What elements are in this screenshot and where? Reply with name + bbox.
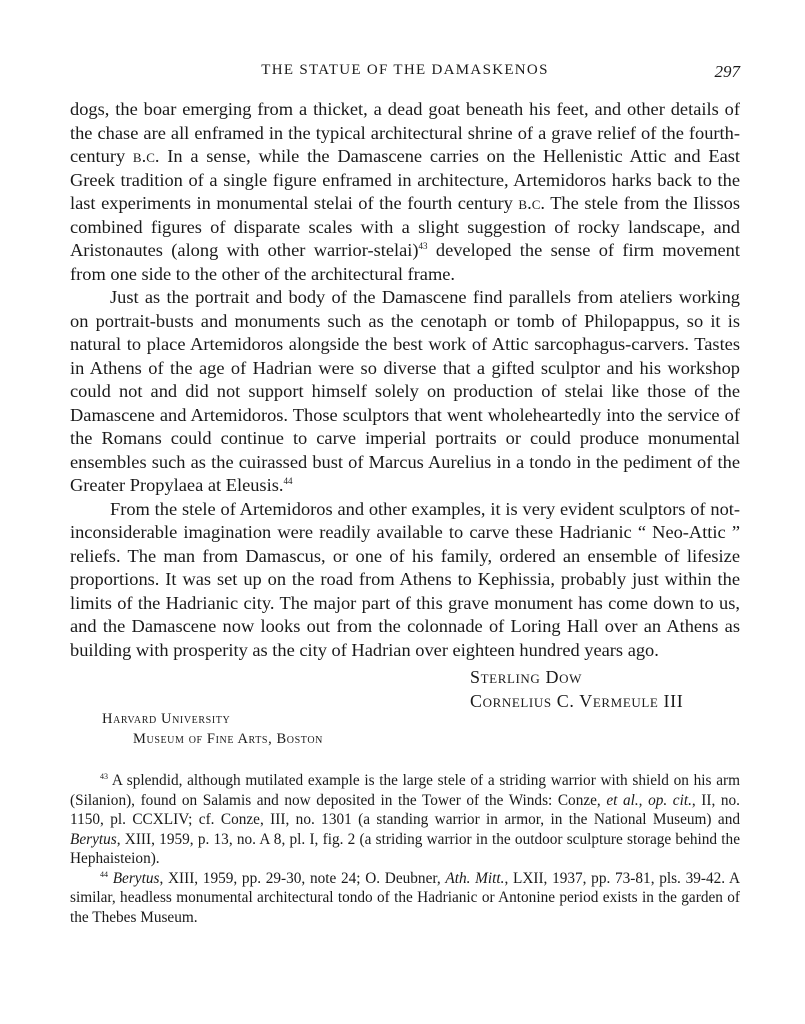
paragraph-2-text: Just as the portrait and body of the Damascene find parallels from ateliers working on portrait-busts and monuments such as the cenotaph or tomb of Philopappus, so it is natural to place Artemidoros alongside the best work of Attic sarcophagus-carvers. Tastes in Athens of the age of Hadrian were so diverse that a gifted sculptor and his workshop could not and did not support himself solely on production of stelai like those of the Damascene and Artemidoros. Those sculptors that went wholeheartedly into the service of the Romans could continue to carve imperial portraits or could produce monumental ensembles such as the cuirassed bust of Marcus Aurelius in a tondo in the pediment of the Greater Propylaea at Eleusis. [70, 287, 740, 495]
paragraph-2 [70, 286, 740, 498]
era-abbreviation: b.c. [132, 146, 160, 166]
running-head [70, 62, 740, 84]
footnote-ref-44[interactable]: 44 [283, 476, 293, 486]
footnote-43-text-b: , II, no. 1150, pl. CCXLIV; cf. Conze, III, no. 1301 (a standing warrior in armor, in the National Museum) and [70, 791, 740, 828]
affiliation-line-1: Harvard University [102, 711, 231, 727]
paragraph-1 [70, 98, 740, 286]
footnote-number-43: 43 [100, 772, 108, 781]
paragraph-1-text-b: In a sense, while the Damascene carries on the Hellenistic Attic and East Greek tradition of a single figure enframed in architecture, Artemidoros harks back to the last experiments in monumental stelai of the fourth century [70, 146, 740, 213]
author-signature [470, 665, 683, 713]
footnote-43 [70, 771, 740, 869]
footnote-44 [70, 869, 740, 928]
footnote-44-italic-1: Berytus [108, 869, 160, 887]
footnote-43-italic-1: et al., op. cit. [606, 791, 692, 809]
body-text [70, 98, 740, 662]
footnote-44-text-b: , LXII, 1937, pp. 73-81, pls. 39-42. A similar, headless monumental architectural tondo of the Hadrianic or Antonine period exists in the garden of the Thebes Museum. [70, 869, 740, 926]
footnote-number-44: 44 [100, 869, 108, 879]
footnote-43-text-c: , XIII, 1959, p. 13, no. A 8, pl. I, fig. 2 (a striding warrior in the outdoor sculpture storage behind the Hephaisteion). [70, 830, 740, 867]
footnote-43-italic-2: Berytus [70, 830, 117, 848]
paragraph-1-text-a: dogs, the boar emerging from a thicket, a dead goat beneath his feet, and other details of the chase are all enframed in the typical architectural shrine of a grave relief of the fourth-century [70, 99, 740, 166]
footnotes [70, 771, 740, 927]
running-head-title: THE STATUE OF THE DAMASKENOS [261, 62, 549, 78]
author-affiliation [102, 709, 323, 749]
footnote-44-text-a: , XIII, 1959, pp. 29-30, note 24; O. Deubner, [159, 869, 446, 887]
paragraph-1-text-d: developed the sense of firm movement from one side to the other of the architectural frame. [70, 240, 740, 284]
paragraph-1-text-c: The stele from the Ilissos combined figures of disparate scales with a slight suggestion of rocky landscape, and Aristonautes (along with other warrior-stelai) [70, 193, 740, 260]
affiliation-line-2: Museum of Fine Arts, Boston [133, 731, 323, 747]
footnote-43-text-a: A splendid, although mutilated example is the large stele of a striding warrior with shield on his arm (Silanion), found on Salamis and now deposited in the Tower of the Winds: Conze, [70, 772, 740, 809]
author-name-2: Cornelius C. Vermeule III [470, 691, 684, 711]
footnote-44-italic-2: Ath. Mitt. [445, 869, 505, 887]
author-name-1: Sterling Dow [470, 667, 582, 687]
era-abbreviation: b.c. [518, 193, 545, 213]
footnote-ref-43[interactable]: 43 [418, 241, 428, 251]
paragraph-3: From the stele of Artemidoros and other examples, it is very evident sculptors of not-inconsiderable imagination were readily available to carve these Hadrianic “ Neo-Attic ” reliefs. The man from Damascus, or one of his family, ordered an ensemble of lifesize proportions. It was set up on the road from Athens to Kephissia, probably just within the limits of the Hadrianic city. The major part of this grave monument has come down to us, and the Damascene now looks out from the colonnade of Loring Hall over an Athens as building with prosperity as the city of Hadrian over eighteen hundred years ago. [70, 498, 740, 660]
page-number: 297 [714, 62, 740, 81]
